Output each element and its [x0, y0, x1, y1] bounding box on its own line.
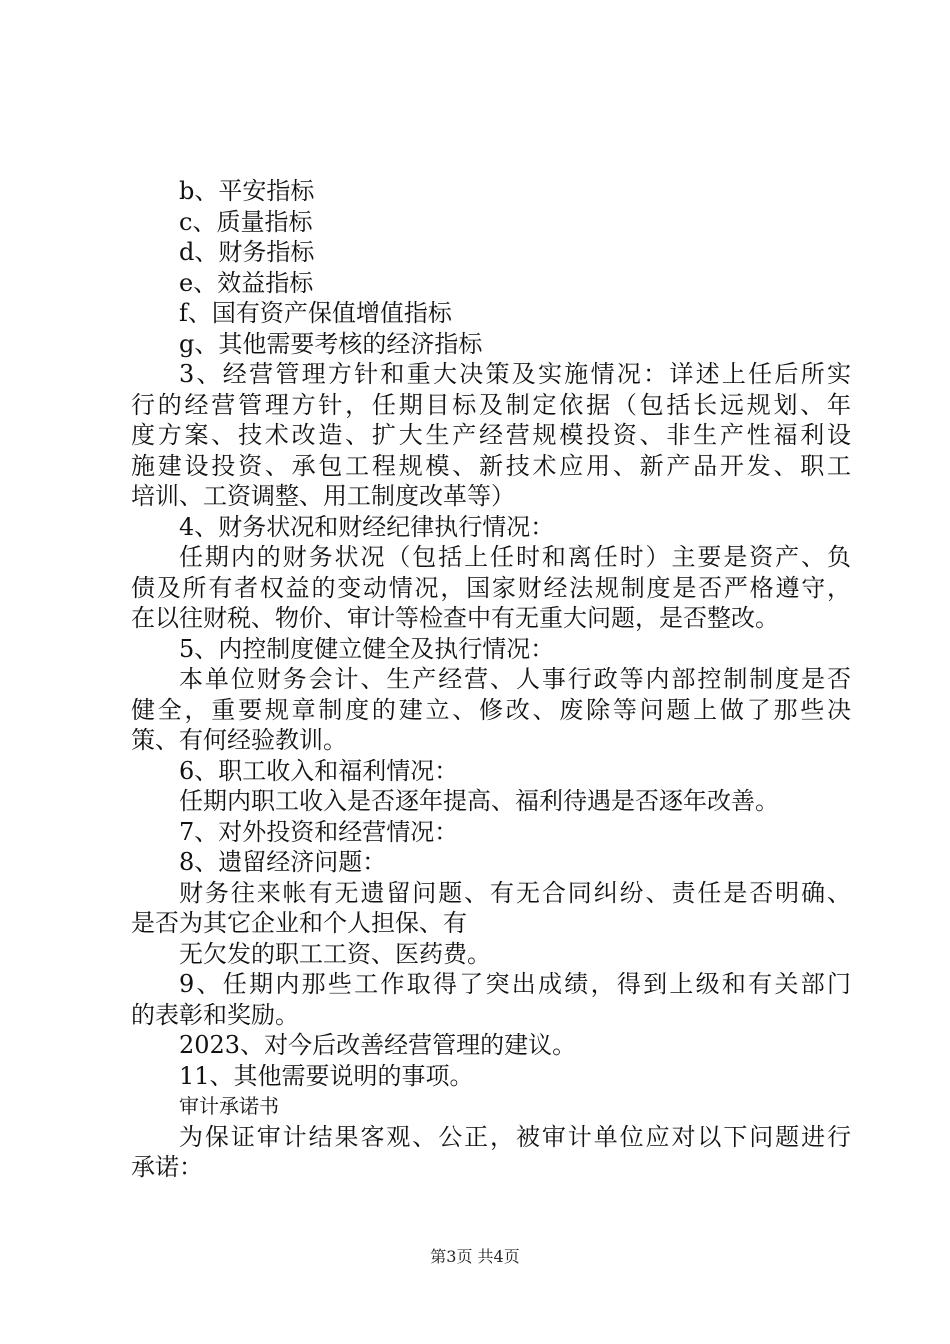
paragraph-line: 任期内职工收入是否逐年提高、福利待遇是否逐年改善。 — [179, 787, 779, 815]
section-8-heading: 8、遗留经济问题： — [179, 848, 387, 876]
section-4-heading: 4、财务状况和财经纪律执行情况： — [179, 512, 555, 541]
section-6-heading: 6、职工收入和福利情况： — [179, 756, 459, 785]
list-item-finance-indicator: d、财务指标 — [179, 238, 315, 266]
paragraph-line: 在以往财税、物价、审计等检查中有无重大问题，是否整改。 — [131, 604, 779, 632]
paragraph-line: 是否为其它企业和个人担保、有 — [131, 909, 467, 937]
paragraph-line: 本单位财务会计、生产经营、人事行政等内部控制制度是否 — [179, 665, 851, 693]
paragraph-line: 的表彰和奖励。 — [131, 1000, 299, 1029]
paragraph-line: 财务往来帐有无遗留问题、有无合同纠纷、责任是否明确、 — [179, 878, 851, 907]
paragraph-line: 任期内的财务状况（包括上任时和离任时）主要是资产、负 — [179, 543, 851, 571]
paragraph-line: 无欠发的职工工资、医药费。 — [179, 939, 491, 968]
paragraph-line: 行的经营管理方针，任期目标及制定依据（包括长远规划、年 — [131, 390, 851, 419]
paragraph-line: 培训、工资调整、用工制度改革等） — [131, 482, 515, 510]
list-item-state-asset-indicator: f、国有资产保值增值指标 — [179, 299, 452, 327]
paragraph-line: 策、有何经验教训。 — [131, 726, 347, 754]
audit-commitment-title: 审计承诺书 — [179, 1094, 279, 1118]
paragraph-line: 承诺： — [131, 1153, 203, 1181]
list-item-benefit-indicator: e、效益指标 — [179, 268, 314, 297]
section-11-heading: 11、其他需要说明的事项。 — [179, 1061, 474, 1090]
section-3-heading: 3、经营管理方针和重大决策及实施情况：详述上任后所实 — [179, 360, 851, 388]
document-body — [131, 176, 851, 1183]
list-item-safety-indicator: b、平安指标 — [179, 177, 315, 205]
section-10-heading: 2023、对今后改善经营管理的建议。 — [179, 1031, 577, 1059]
section-9-heading: 9、任期内那些工作取得了突出成绩，得到上级和有关部门 — [179, 970, 851, 998]
paragraph-line: 度方案、技术改造、扩大生产经营规模投资、非生产性福利设 — [131, 421, 851, 449]
list-item-other-indicator: g、其他需要考核的经济指标 — [179, 329, 483, 358]
paragraph-line: 健全，重要规章制度的建立、修改、废除等问题上做了那些决 — [131, 695, 851, 724]
paragraph-line: 债及所有者权益的变动情况，国家财经法规制度是否严格遵守， — [131, 573, 851, 602]
section-5-heading: 5、内控制度健立健全及执行情况： — [179, 634, 555, 663]
list-item-quality-indicator: c、质量指标 — [179, 207, 313, 236]
paragraph-line: 施建设投资、承包工程规模、新技术应用、新产品开发、职工 — [131, 451, 851, 480]
section-7-heading: 7、对外投资和经营情况： — [179, 817, 459, 846]
paragraph-line: 为保证审计结果客观、公正，被审计单位应对以下问题进行 — [179, 1122, 851, 1151]
page-number-footer: 第3页 共4页 — [430, 1247, 520, 1266]
